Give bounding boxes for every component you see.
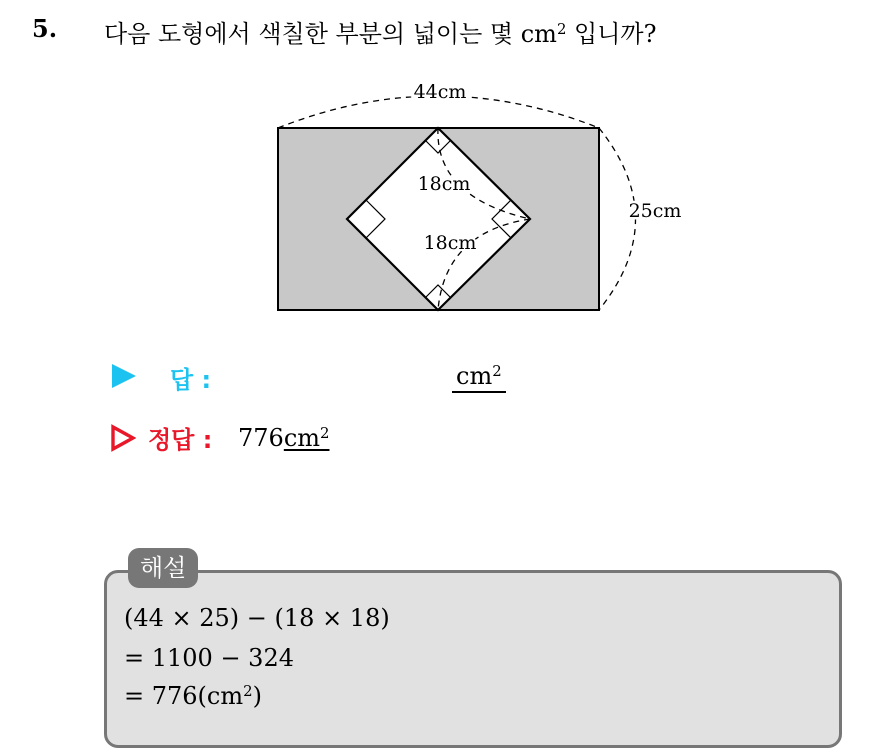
- question-text: [104, 14, 656, 49]
- height-label: 25cm: [628, 200, 682, 222]
- shape-figure: [270, 72, 690, 322]
- explanation-line-1: (44 × 25) − (18 × 18): [124, 604, 390, 632]
- explanation-line-2: = 1100 − 324: [124, 644, 294, 672]
- correct-arrow-icon: [110, 424, 136, 452]
- explanation-tag: 해설: [128, 548, 198, 588]
- answer-arrow-icon: [112, 364, 136, 388]
- explanation-line-3: = $776(cm^2)$: [124, 681, 262, 710]
- question-prompt: 다음 도형에서 색칠한 부분의 넓이는 몇: [104, 20, 514, 48]
- width-label: 44cm: [413, 81, 467, 103]
- side-top-label: 18cm: [417, 173, 471, 195]
- question-ending: 입니까?: [574, 20, 657, 48]
- correct-label: 정답 :: [148, 426, 213, 454]
- correct-value: $776cm^2$: [238, 423, 330, 452]
- side-bottom-label: 18cm: [423, 232, 477, 254]
- question-unit: $cm^2$: [520, 19, 567, 48]
- answer-label: 답 :: [170, 366, 212, 394]
- answer-blank[interactable]: $cm^2$: [452, 362, 506, 393]
- question-number: 5.: [32, 14, 58, 43]
